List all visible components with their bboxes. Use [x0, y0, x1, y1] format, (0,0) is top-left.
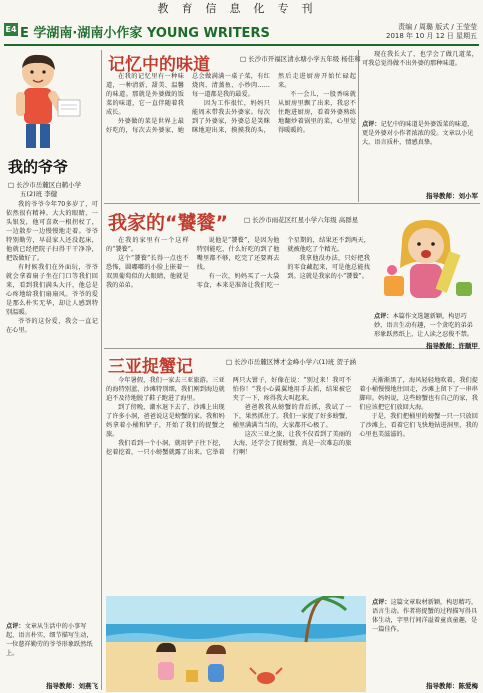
comment-label: 点评：: [6, 623, 25, 630]
article-comment: [374, 312, 478, 339]
article-body: [106, 72, 356, 200]
editor-line: 责编 / 周璐 版式 / 王莹莹: [398, 23, 477, 31]
paragraph: 这个“饕餮”长得一点也不恐怖，圆嘟嘟的小脸上嵌着一双黑葡萄似的大眼睛，他就是我的弟弟。: [106, 255, 189, 289]
article-byline: □ 长沙市雨花区红星小学六年级 高群星: [244, 216, 359, 224]
article-comment: [6, 622, 98, 658]
section-tag: E4: [5, 25, 17, 34]
article-title: 我家的“饕餮”: [108, 212, 228, 234]
article-comment: [372, 598, 478, 634]
paragraph: 我们看到一个小洞，就用铲子往下挖，挖着挖着，一只小螃蟹就露了出来。它举着两只大钳子，好像在说：“别过来！我可不怕你！”我小心翼翼地用手去抓，结果被它夹了一下，疼得我大叫起来。: [106, 377, 352, 456]
paragraph: 在我的家里有一个这样的“饕餮”。: [106, 237, 189, 253]
paragraph: 爷爷的这份爱，我会一直记在心里。: [6, 318, 98, 334]
date-line: 2018 年 10 月 12 日 星期五: [386, 32, 477, 40]
paragraph: 于是，我们把桶里的螃蟹一只一只放回了沙滩上，看着它们飞快地钻进洞里，我的心里也美滋滋的。: [359, 413, 478, 438]
comment-text: 本篇作文选题新颖，构思巧妙，语言生动有趣，一个贪吃的弟弟形象跃然纸上，让人读之忍俊不禁。: [374, 313, 473, 338]
article-title: 记忆中的味道: [108, 55, 210, 75]
article-title: 我的爷爷: [8, 158, 69, 176]
paragraph: 这次三亚之旅，让我不仅看到了美丽的大海，还学会了捉螃蟹，真是一次难忘的旅行啊！: [232, 431, 352, 456]
paragraph: 有一次，妈妈买了一大袋零食，本来是准备让我们吃一个星期的，结果还不到两天，就被他吃了个精光。: [196, 237, 370, 289]
column-divider-right-top: [358, 50, 359, 202]
beach-crab-illustration: [106, 596, 366, 692]
paragraph: 现在我长大了，也学会了做几道菜，可我总觉得做不出外婆的那种味道。: [362, 51, 478, 67]
paragraph: 有时候我们在外面玩，爷爷就会拿着扇子坐在门口等我们回来，看到我们满头大汗，他总是心疼地给我们扇扇风。爷爷的爱是那么朴实无华，却让人感到特别温暖。: [6, 264, 98, 316]
comment-label: 点评：: [374, 313, 393, 320]
paragraph: 我的爷爷今年70多岁了，可依然很有精神。大大的眼睛，一头银发，他可喜欢一根拐杖了，一边散步一边慢慢地走着。爷爷特别勤劳，早晨家人还没起床，他就已经把院子扫得干干净净，把饭做好了。: [6, 201, 98, 262]
girl-eating-illustration: [372, 212, 478, 312]
paragraph: 说他是“饕餮”，是因为他特别能吃，什么好吃的到了他嘴里都不够，吃完了还要再去找。: [196, 237, 280, 271]
comment-text: 记忆中的味道是外婆饭菜的味道，更是外婆对小作者浓浓的爱。文章以小见大，语言质朴，情感真挚。: [362, 121, 474, 146]
article-byline: □ 长沙市岳麓区白鹤小学: [8, 181, 82, 189]
paragraph: 因为工作很忙，妈妈只能周末带我去外婆家。每次到了外婆家，外婆总是笑眯眯地迎出来，摸摸我的头，然后走进厨房开始忙碌起来。: [192, 73, 356, 134]
teacher-credit: 指导教师：陈爱梅: [426, 682, 478, 690]
article-body: [106, 376, 478, 594]
comment-label: 点评：: [362, 121, 381, 128]
article-byline: □ 长沙市岳麓区博才金峰小学六(1)班 贺子涵: [226, 358, 356, 366]
article-title: 三亚捉蟹记: [108, 357, 193, 377]
article-body: [106, 236, 370, 336]
paragraph: 我拿他没办法，只好把我的零食藏起来，可是他总能找到。这就是我家的小“饕餮”。: [287, 255, 370, 280]
article-author: 五(2)班 李健: [20, 190, 58, 198]
article-comment: [362, 120, 478, 147]
boy-illustration: [6, 50, 86, 154]
comment-text: 这篇文章取材新颖，构思精巧，语言生动。作者将捉蟹的过程描写得具体生动，字里行间洋溢着童真童趣，是一篇佳作。: [372, 599, 478, 633]
section-title: E 学湖南·湖南小作家 YOUNG WRITERS: [20, 26, 270, 41]
teacher-credit: 指导教师：刘小军: [426, 192, 478, 200]
article-body: [6, 200, 98, 620]
paragraph: 不一会儿，一股香味就从厨房里飘了出来，我忍不住跑进厨房，看着外婆熟练地翻炒着锅里的菜，心里觉得暖暖的。: [278, 91, 356, 134]
article-body-continued: [362, 50, 478, 120]
column-divider-left: [101, 50, 102, 690]
comment-text: 文章从生活中的小事写起，语言朴实，细节描写生动，一位慈祥勤劳的爷爷形象跃然纸上。: [6, 623, 93, 657]
header-rule: [4, 44, 479, 46]
paragraph: 天渐渐黑了，海风轻轻地吹着，我们提着小桶慢慢地往回走，沙滩上留下了一串串脚印。妈妈说，这些螃蟹也有自己的家，我们应该把它们放回大海。: [359, 377, 478, 411]
paragraph: 到了傍晚，潮水退下去了，沙滩上出现了许多小洞，爸爸说这是螃蟹的家。我和妈妈拿着小桶和铲子，开始了我们的捉蟹之旅。: [106, 404, 225, 438]
section-divider-1: [104, 203, 480, 204]
paragraph: 爸爸教我从螃蟹的背后抓，我试了一下，果然抓住了。我们一家捉了好多螃蟹，桶里满满当当的，大家都开心极了。: [232, 404, 352, 429]
article-byline: □ 长沙市开福区清水塘小学五年级 杨佳和: [240, 55, 361, 63]
comment-label: 点评：: [372, 599, 391, 606]
teacher-credit: 指导教师：刘燕飞: [46, 682, 98, 690]
teacher-credit: 指导教师：许顺甲: [426, 342, 478, 350]
newspaper-banner: 教育信息化专刊: [157, 2, 326, 15]
paragraph: 今年暑假，我们一家去三亚旅游。三亚的海特别蓝，沙滩特别细，我们刚到海边就迫不及待地脱了鞋子跑进了海里。: [106, 377, 225, 402]
paragraph: 在我的记忆里有一种味道，一种清新、甜美、温馨的味道。那就是外婆做的饭菜的味道，它一直伴随着我成长。: [106, 73, 184, 116]
paragraph: 外婆做的菜是世界上最好吃的，每次去外婆家，她总会做满满一桌子菜，有红烧肉、清蒸鱼、小炒肉……每一道都是我的最爱。: [106, 73, 270, 134]
